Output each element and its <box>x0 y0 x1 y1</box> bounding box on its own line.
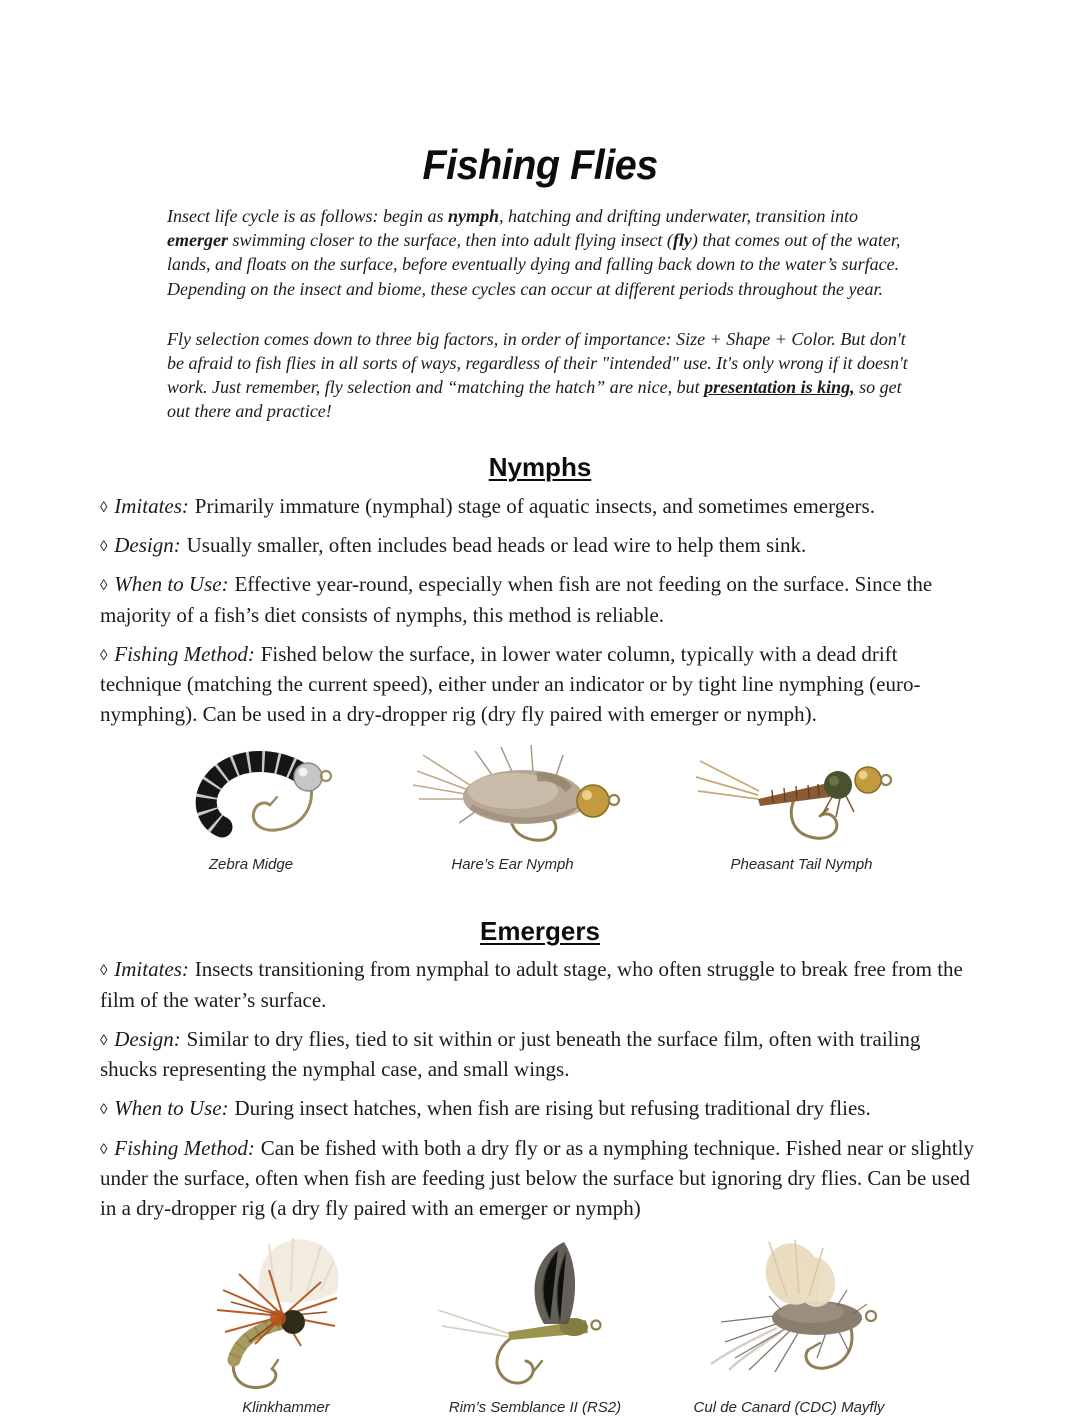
section-heading-nymphs: Nymphs <box>488 452 592 483</box>
bullet-diamond-icon: ◊ <box>100 578 108 595</box>
nymph-flies-row <box>0 739 1080 873</box>
bullet-item-fishing-method <box>100 1133 982 1224</box>
pheasant-tail-nymph-illustration <box>684 739 919 849</box>
bullet-diamond-icon: ◊ <box>100 1102 108 1119</box>
fly-figure-pheasant-tail-nymph <box>684 739 919 873</box>
bullet-text: Similar to dry flies, tied to sit within or just beneath the surface film, often with trailing shucks representing the nymphal case, and small wings. <box>100 1026 921 1082</box>
bullet-diamond-icon: ◊ <box>100 647 108 664</box>
section-heading-emergers: Emergers <box>480 915 600 946</box>
cdc-mayfly-illustration <box>677 1232 902 1392</box>
bullet-item-when-to-use <box>100 1093 982 1123</box>
bullet-text: Fished below the surface, in lower water column, typically with a dead drift technique (matching the current speed), either under an indicator or by tight line nymphing (euro-nymphing). Can be used in a dry-dropper rig (dry fly paired with emerger or nymph). <box>100 641 921 727</box>
intro-p1-seg: ) that comes out of the water, lands, and floats on the surface, before eventually dying and falling back down to the water’s surface. Depending on the insect and biome, these cycles can occur at different periods throughout the year. <box>167 230 901 299</box>
bullet-label: Design: <box>114 533 181 558</box>
hares-ear-nymph-illustration <box>395 739 630 849</box>
intro-p1-seg: , hatching and drifting underwater, transition into <box>498 206 858 227</box>
bullet-item-imitates <box>100 954 982 1014</box>
bullet-diamond-icon: ◊ <box>100 539 108 556</box>
bullet-label: Imitates: <box>114 493 189 518</box>
page-title <box>0 0 1080 188</box>
intro-paragraph-1 <box>167 204 923 300</box>
fly-caption: Klinkhammer <box>242 1399 330 1416</box>
nymphs-bullet-list <box>100 491 982 730</box>
bullet-text: Usually smaller, often includes bead heads or lead wire to help them sink. <box>186 533 807 558</box>
intro-p1-bold-fly: fly <box>672 230 692 251</box>
fly-figure-klinkhammer <box>179 1232 394 1416</box>
intro-p2-seg: Fly selection comes down to three big factors, in order of importance: Size + Shape + Color. But don't be afraid to fish flies in all sorts of ways, regardless of their "intended" use. It's only wrong if it doesn't work. Just remember, fly selection and “matching the hatch” are nice, but <box>167 328 908 397</box>
fly-caption: Hare’s Ear Nymph <box>451 855 574 873</box>
emergers-bullet-list <box>100 954 982 1223</box>
bullet-item-when-to-use <box>100 569 982 629</box>
bullet-label: Imitates: <box>114 957 189 982</box>
intro-p2-seg: so get out there and practice! <box>167 376 902 421</box>
bullet-label: Fishing Method: <box>114 1135 255 1160</box>
page-title-text: Fishing Flies <box>422 141 658 188</box>
bullet-text: Insects transitioning from nymphal to adult stage, who often struggle to break free from the film of the water’s surface. <box>100 957 963 1012</box>
klinkhammer-illustration <box>179 1232 394 1392</box>
bullet-label: Design: <box>114 1026 181 1051</box>
fly-figure-cdc-mayfly <box>677 1232 902 1416</box>
bullet-text: Can be fished with both a dry fly or as a nymphing technique. Fished near or slightly under the surface, often when fish are feeding just below the surface but ignoring dry flies. Can be used in a dry-dropper rig (a dry fly paired with an emerger or nymph) <box>100 1135 974 1221</box>
fly-figure-rs2 <box>428 1232 643 1416</box>
intro-p1-bold-nymph: nymph <box>447 206 499 227</box>
emerger-flies-row <box>0 1232 1080 1416</box>
intro-p2-presentation-is-king: presentation is king, <box>704 376 855 397</box>
bullet-diamond-icon: ◊ <box>100 499 108 516</box>
intro-paragraph-2 <box>167 327 923 423</box>
rs2-illustration <box>428 1232 643 1392</box>
bullet-item-fishing-method <box>100 639 982 730</box>
bullet-item-imitates <box>100 491 982 521</box>
bullet-text: Effective year-round, especially when fish are not feeding on the surface. Since the majority of a fish’s diet consists of nymphs, this method is reliable. <box>100 572 933 627</box>
bullet-label: Fishing Method: <box>114 641 255 666</box>
bullet-diamond-icon: ◊ <box>100 963 108 980</box>
bullet-item-design <box>100 1024 982 1084</box>
fly-figure-hares-ear-nymph <box>395 739 630 873</box>
bullet-diamond-icon: ◊ <box>100 1141 108 1158</box>
bullet-label: When to Use: <box>114 1096 229 1121</box>
bullet-text: During insect hatches, when fish are rising but refusing traditional dry flies. <box>234 1096 871 1121</box>
fly-caption: Pheasant Tail Nymph <box>730 855 873 873</box>
intro-p1-bold-emerger: emerger <box>167 230 228 251</box>
fly-caption: Rim’s Semblance II (RS2) <box>448 1399 622 1416</box>
fly-figure-zebra-midge <box>161 744 341 873</box>
intro-p1-seg: Insect life cycle is as follows: begin as <box>167 206 448 227</box>
fly-caption: Zebra Midge <box>208 855 294 873</box>
bullet-diamond-icon: ◊ <box>100 1032 108 1049</box>
fly-caption: Cul de Canard (CDC) Mayfly <box>693 1399 885 1416</box>
zebra-midge-illustration <box>161 744 341 849</box>
bullet-item-design <box>100 530 982 560</box>
bullet-text: Primarily immature (nymphal) stage of aquatic insects, and sometimes emergers. <box>194 493 875 518</box>
intro-p1-seg: swimming closer to the surface, then into adult flying insect ( <box>227 230 673 251</box>
bullet-label: When to Use: <box>114 572 229 597</box>
